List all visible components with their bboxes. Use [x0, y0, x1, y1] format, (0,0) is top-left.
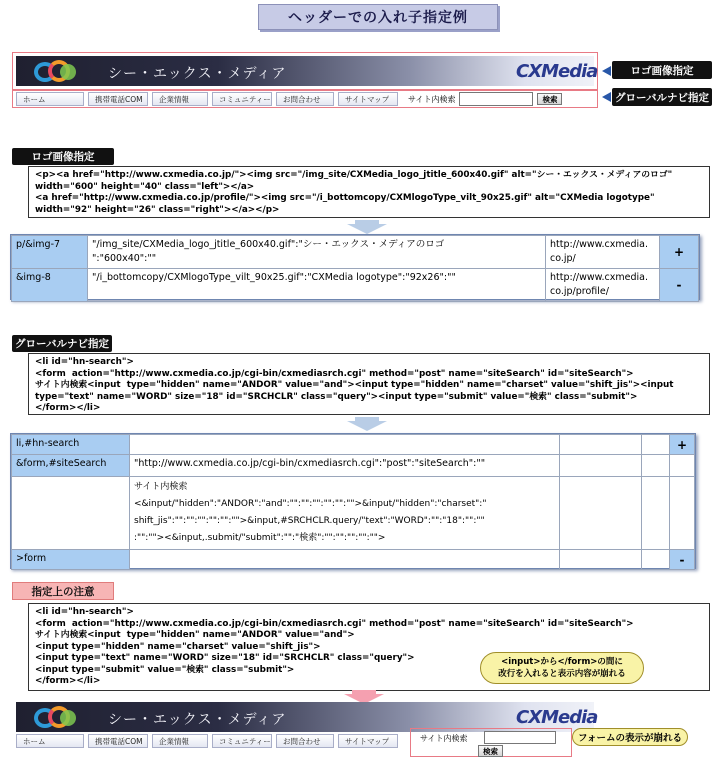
- row-extra[interactable]: [670, 477, 695, 550]
- notes-section-heading: 指定上の注意: [12, 582, 114, 600]
- remove-row-button[interactable]: -: [660, 269, 699, 302]
- nav-community[interactable]: コミュニティー: [212, 734, 272, 748]
- row-extra[interactable]: [560, 435, 642, 455]
- search-button[interactable]: 検索: [537, 93, 562, 105]
- nav-community[interactable]: コミュニティー: [212, 92, 272, 106]
- nav-table: [10, 433, 696, 569]
- nav-mobile[interactable]: 携帯電話COM: [88, 92, 148, 106]
- notes-code: <li id="hn-search"> <form action="http://www.cxmedia.co.jp/cgi-bin/cxmediasrch.cgi" method="post" name="siteSearch" id="siteSearch"> サイト内検索<input type="hidden" name="ANDOR" value="and"> <input type="hidden" name="charset" value="shift_jis"> <input type="text" name="WORD" size="18" id="SRCHCLR" class="query"> <input type="submit" value="検索" class="submit"> </form></li>: [28, 603, 710, 691]
- nav-home[interactable]: ホーム: [16, 92, 84, 106]
- nav-company[interactable]: 企業情報: [152, 734, 208, 748]
- row-value[interactable]: "http://www.cxmedia.co.jp/cgi-bin/cxmediasrch.cgi":"post":"siteSearch":"": [130, 455, 560, 477]
- broken-header-nav: [16, 733, 416, 749]
- page-title: ヘッダーでの入れ子指定例: [258, 4, 498, 30]
- nav-contact[interactable]: お問合わせ: [276, 92, 334, 106]
- nav-code: <li id="hn-search"> <form action="http://www.cxmedia.co.jp/cgi-bin/cxmediasrch.cgi" method="post" name="siteSearch" id="siteSearch"> サイト内検索<input type="hidden" name="ANDOR" value="and"><input type="hidden" name="charset" value="shift_jis"><input type="text" name="WORD" size="18" id="SRCHCLR" class="query"><input type="submit" value="検索" class="submit"> </form></li>: [28, 353, 710, 415]
- nav-contact[interactable]: お問合わせ: [276, 734, 334, 748]
- row-extra[interactable]: [642, 550, 670, 570]
- nav-mobile[interactable]: 携帯電話COM: [88, 734, 148, 748]
- logo-section-heading: ロゴ画像指定: [12, 148, 114, 165]
- nav-sitemap[interactable]: サイトマップ: [338, 734, 398, 748]
- row-extra[interactable]: [642, 477, 670, 550]
- tag-logo-image: ロゴ画像指定: [612, 61, 712, 79]
- broken-callout: フォームの表示が崩れる: [572, 728, 688, 746]
- table-row: [12, 455, 695, 477]
- header-mock-nav: [16, 91, 594, 107]
- nav-sitemap[interactable]: サイトマップ: [338, 92, 398, 106]
- arrow-left-icon: [602, 66, 611, 76]
- table-row: [12, 477, 695, 550]
- row-extra[interactable]: [560, 550, 642, 570]
- table-row: [12, 435, 695, 455]
- down-arrow-icon: [347, 220, 387, 234]
- row-url[interactable]: http://www.cxmedia. co.jp/: [546, 236, 660, 269]
- row-extra[interactable]: [670, 455, 695, 477]
- arrow-left-icon: [602, 92, 611, 102]
- table-row: [12, 550, 695, 570]
- logo-code: <p><a href="http://www.cxmedia.co.jp/"><img src="/img_site/CXMedia_logo_jtitle_600x40.gif" alt="シー・エックス・メディアのロゴ" width="600" height="40" class="left"></a> <a href="http://www.cxmedia.co.jp/profile/"><img src="/i_bottomcopy/CXMlogoType_vilt_90x25.gif" alt="CXMedia logotype" width="92" height="26" class="right"></a></p>: [28, 166, 710, 218]
- search-input[interactable]: [459, 92, 533, 106]
- tag-global-nav: グローバルナビ指定: [612, 88, 712, 106]
- table-row: [12, 269, 699, 302]
- nav-company[interactable]: 企業情報: [152, 92, 208, 106]
- nav-section-heading: グローバルナビ指定: [12, 335, 112, 352]
- logo-type: CXMedia: [516, 61, 598, 82]
- row-extra[interactable]: [642, 435, 670, 455]
- table-row: [12, 236, 699, 269]
- row-key: &form,#siteSearch: [12, 455, 130, 477]
- row-value[interactable]: [130, 435, 560, 455]
- notes-bubble: <input>から</form>の間に 改行を入れると表示内容が崩れる: [480, 652, 644, 684]
- header-mock-logo-bar: [16, 56, 598, 86]
- row-key: &img-8: [12, 269, 88, 302]
- cxmedia-logo-icon: [34, 706, 82, 730]
- row-extra[interactable]: [560, 455, 642, 477]
- row-key: [12, 477, 130, 550]
- row-value[interactable]: "/i_bottomcopy/CXMlogoType_vilt_90x25.gif":"CXMedia logotype":"92x26":"": [88, 269, 546, 302]
- nav-home[interactable]: ホーム: [16, 734, 84, 748]
- row-key: p/&img-7: [12, 236, 88, 269]
- cxmedia-logo-icon: [34, 60, 82, 84]
- row-extra[interactable]: [560, 477, 642, 550]
- row-value[interactable]: "/img_site/CXMedia_logo_jtitle_600x40.gif":"シー・エックス・メディアのロゴ ":"600x40":"": [88, 236, 546, 269]
- row-value[interactable]: [130, 550, 560, 570]
- logo-text: シー・エックス・メディア: [108, 712, 287, 728]
- add-row-button[interactable]: +: [660, 236, 699, 269]
- search-label: サイト内検索: [408, 94, 456, 104]
- row-url[interactable]: http://www.cxmedia. co.jp/profile/: [546, 269, 660, 302]
- search-input[interactable]: [484, 731, 556, 744]
- logo-table: [10, 234, 700, 300]
- remove-row-button[interactable]: -: [670, 550, 695, 570]
- row-key: >form: [12, 550, 130, 570]
- add-row-button[interactable]: +: [670, 435, 695, 455]
- logo-text: シー・エックス・メディア: [108, 66, 287, 82]
- search-label: サイト内検索: [420, 734, 468, 743]
- row-key: li,#hn-search: [12, 435, 130, 455]
- search-button[interactable]: 検索: [478, 745, 503, 757]
- row-extra[interactable]: [642, 455, 670, 477]
- down-arrow-icon: [347, 417, 387, 431]
- logo-type: CXMedia: [516, 707, 598, 728]
- row-value[interactable]: サイト内検索 <&input/"hidden":"ANDOR":"and":"":"":"":"":"":"">&input/"hidden":"charset":" shift_jis":"":"":"":"":"":"">&input,#SRCHCLR.query/"text":"WORD":"":"18":"":"" :"":""><&input,.submit/"submit":"":"検索":"":"":"":"":"">: [130, 477, 560, 550]
